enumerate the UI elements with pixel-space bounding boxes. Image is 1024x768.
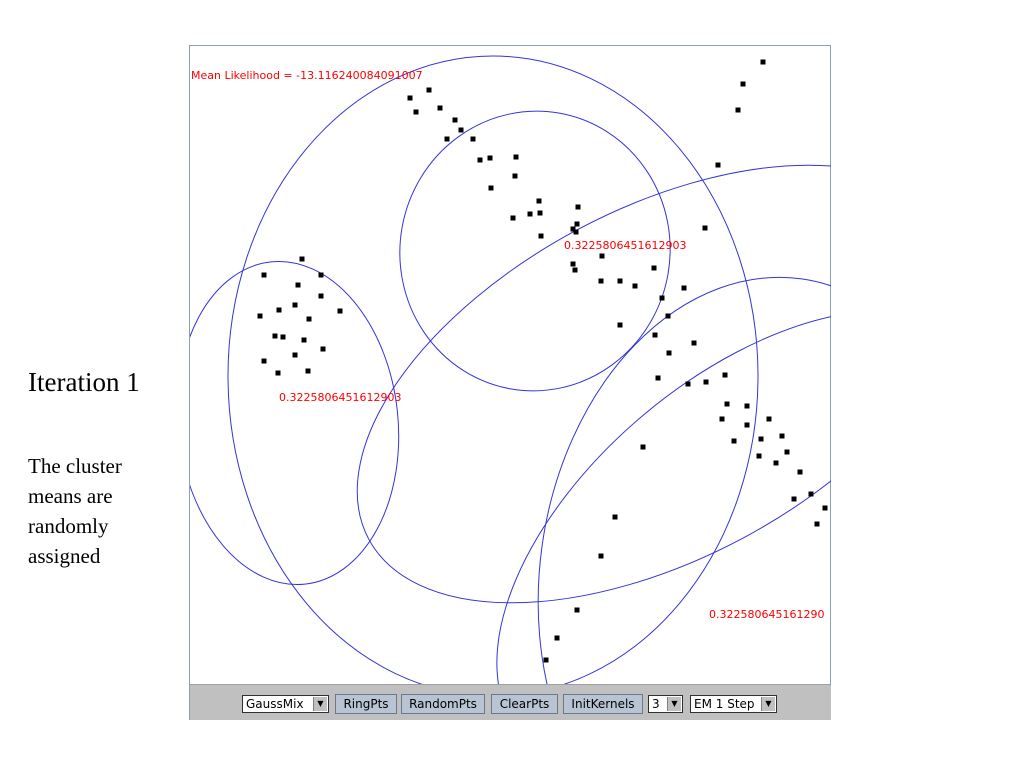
data-point: [600, 254, 605, 259]
ring-points-button[interactable]: RingPts: [335, 694, 397, 714]
data-point: [667, 351, 672, 356]
data-point: [599, 554, 604, 559]
data-point: [293, 303, 298, 308]
data-point: [815, 522, 820, 527]
data-point: [780, 434, 785, 439]
kernel-weight-label: 0.3225806451612903: [279, 391, 402, 404]
data-point: [618, 279, 623, 284]
data-point: [544, 658, 549, 663]
data-point: [575, 608, 580, 613]
kernel-ellipses: [190, 56, 831, 684]
data-point: [686, 382, 691, 387]
data-point: [321, 347, 326, 352]
kernel-weight-label: 0.322580645161290: [709, 608, 825, 621]
data-point: [438, 106, 443, 111]
data-point: [660, 296, 665, 301]
random-points-button[interactable]: RandomPts: [401, 694, 485, 714]
data-point: [720, 417, 725, 422]
data-point: [757, 454, 762, 459]
data-point: [723, 373, 728, 378]
data-point: [682, 286, 687, 291]
data-point: [823, 506, 828, 511]
data-point: [539, 234, 544, 239]
data-point: [741, 82, 746, 87]
data-point: [745, 423, 750, 428]
data-point: [459, 128, 464, 133]
likelihood-label: Mean Likelihood = -13.116240084091007: [191, 69, 423, 82]
em-step-select[interactable]: [690, 695, 777, 713]
data-point: [538, 211, 543, 216]
data-point: [489, 186, 494, 191]
data-point: [427, 88, 432, 93]
dataset-select-value: GaussMix: [246, 697, 304, 711]
data-point: [262, 359, 267, 364]
data-point: [798, 470, 803, 475]
data-points: [258, 60, 828, 663]
data-point: [528, 212, 533, 217]
data-point: [537, 199, 542, 204]
data-point: [653, 333, 658, 338]
applet-toolbar: [190, 684, 831, 720]
data-point: [656, 376, 661, 381]
data-point: [513, 174, 518, 179]
data-point: [767, 417, 772, 422]
data-point: [732, 439, 737, 444]
data-point: [745, 404, 750, 409]
data-point: [273, 334, 278, 339]
data-point: [792, 497, 797, 502]
data-point: [262, 273, 267, 278]
data-point: [511, 216, 516, 221]
kernel-ellipse: [286, 75, 831, 684]
data-point: [703, 226, 708, 231]
kernel-ellipse: [190, 250, 414, 595]
data-point: [319, 273, 324, 278]
data-point: [613, 515, 618, 520]
data-point: [573, 268, 578, 273]
data-point: [774, 461, 779, 466]
data-point: [488, 156, 493, 161]
chevron-down-icon: ▼: [313, 697, 327, 711]
kernels-count-value: 3: [652, 697, 660, 711]
data-point: [478, 158, 483, 163]
data-point: [281, 335, 286, 340]
em-step-value: EM 1 Step: [694, 697, 755, 711]
data-point: [338, 309, 343, 314]
plot-canvas[interactable]: [190, 46, 831, 684]
data-point: [692, 341, 697, 346]
data-point: [575, 222, 580, 227]
chevron-down-icon: ▼: [667, 697, 681, 711]
slide-description: The cluster means are randomly assigned: [28, 454, 122, 568]
data-point: [599, 279, 604, 284]
slide-title: Iteration 1: [28, 367, 140, 397]
data-point: [445, 137, 450, 142]
data-point: [641, 445, 646, 450]
data-point: [576, 205, 581, 210]
data-point: [453, 118, 458, 123]
clear-points-button[interactable]: ClearPts: [491, 694, 558, 714]
data-point: [759, 437, 764, 442]
data-point: [809, 492, 814, 497]
data-point: [276, 371, 281, 376]
data-point: [633, 284, 638, 289]
data-point: [306, 369, 311, 374]
data-point: [307, 317, 312, 322]
data-point: [300, 257, 305, 262]
data-point: [514, 155, 519, 160]
kernel-weight-label: 0.3225806451612903: [564, 239, 687, 252]
data-point: [652, 266, 657, 271]
data-point: [277, 308, 282, 313]
data-point: [666, 314, 671, 319]
data-point: [574, 230, 579, 235]
kernels-count-select[interactable]: [648, 695, 683, 713]
data-point: [555, 636, 560, 641]
data-point: [408, 96, 413, 101]
dataset-select[interactable]: [242, 695, 329, 713]
data-point: [725, 402, 730, 407]
data-point: [704, 380, 709, 385]
init-kernels-button[interactable]: InitKernels: [563, 694, 643, 714]
data-point: [296, 283, 301, 288]
chevron-down-icon: ▼: [761, 697, 775, 711]
data-point: [414, 110, 419, 115]
data-point: [761, 60, 766, 65]
data-point: [293, 353, 298, 358]
data-point: [785, 450, 790, 455]
data-point: [302, 338, 307, 343]
data-point: [258, 314, 263, 319]
data-point: [319, 294, 324, 299]
data-point: [471, 137, 476, 142]
data-point: [571, 262, 576, 267]
data-point: [716, 163, 721, 168]
data-point: [736, 108, 741, 113]
data-point: [618, 323, 623, 328]
